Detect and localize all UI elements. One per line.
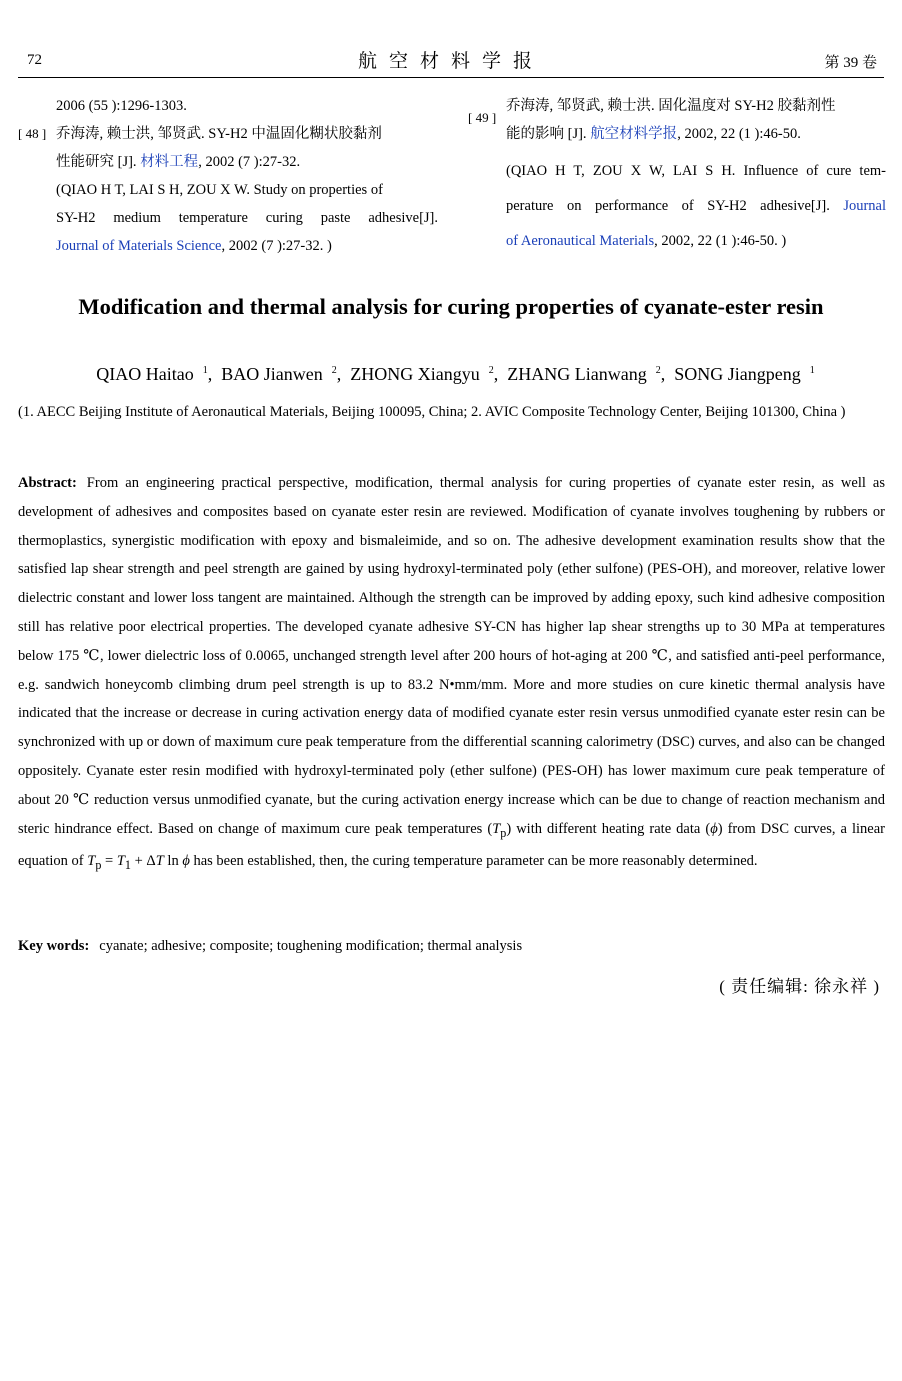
reference-48-line-2 xyxy=(18,148,438,176)
symbol-phi: ϕ xyxy=(710,820,718,837)
reference-49-en-pages: , 2002, 22 (1 ):46-50. ) xyxy=(654,233,787,249)
reference-49-tag: [ 49 ] xyxy=(468,110,497,125)
reference-48-cn-pages: , 2002 (7 ):27-32. xyxy=(198,154,301,170)
reference-48-cn-text: 乔海涛, 赖士洪, 邹贤武. SY-H2 中温固化糊状胶黏剂 xyxy=(56,126,382,142)
author-affiliation-mark: 1 xyxy=(202,365,208,376)
author-affiliation-mark: 1 xyxy=(809,365,815,376)
reference-48-en-pages: , 2002 (7 ):27-32. ) xyxy=(221,238,332,254)
author-affiliation-mark: 2 xyxy=(655,365,661,376)
author-name: ZHONG Xiangyu xyxy=(350,364,480,384)
eq-symbol-T-1: T xyxy=(116,853,125,870)
author-separator: , xyxy=(493,364,499,384)
eq-plus-delta: + Δ xyxy=(130,853,156,870)
author-list xyxy=(0,364,902,385)
eq-subscript-p: p xyxy=(95,858,102,873)
eq-symbol-T-p: T xyxy=(87,853,96,870)
author-name: SONG Jiangpeng xyxy=(674,364,801,384)
reference-48-line-1 xyxy=(18,120,438,148)
author-separator: , xyxy=(660,364,666,384)
author-separator: , xyxy=(336,364,342,384)
reference-49-line-4 xyxy=(468,189,886,224)
eq-subscript-1: 1 xyxy=(124,858,131,873)
reference-continuation: 2006 (55 ):1296-1303. xyxy=(56,98,187,114)
eq-equals: = xyxy=(101,853,117,870)
symbol-subscript-p: p xyxy=(500,825,507,840)
reference-48-cn-text-2: 性能研究 [J]. xyxy=(56,154,141,170)
author-affiliation-mark: 2 xyxy=(331,365,337,376)
author-separator: , xyxy=(207,364,213,384)
reference-48-cn-journal-link[interactable]: 材料工程 xyxy=(140,154,199,170)
keywords-text: cyanate; adhesive; composite; toughening modification; thermal analysis xyxy=(99,938,523,954)
reference-49-en-text: perature on performance of SY-H2 adhesive[J]. xyxy=(506,198,844,214)
abstract-label: Abstract: xyxy=(18,475,77,491)
affiliation: (1. AECC Beijing Institute of Aeronautical Materials, Beijing 100095, China; 2. AVIC Composite Technology Center, Beijing 101300, China ) xyxy=(18,404,846,420)
keywords xyxy=(18,932,885,960)
keywords-label: Key words: xyxy=(18,938,90,954)
reference-49-cn-text-2: 能的影响 [J]. xyxy=(506,126,591,142)
author-name: BAO Jianwen xyxy=(221,364,323,384)
reference-49-cn-pages: , 2002, 22 (1 ):46-50. xyxy=(677,126,801,142)
reference-48-line-5 xyxy=(18,232,438,260)
abstract-text-4: has been established, then, the curing temperature parameter can be more reasonably determined. xyxy=(193,853,758,870)
author-affiliation-mark: 2 xyxy=(488,365,494,376)
reference-48-line-4: SY-H2 medium temperature curing paste adhesive[J]. xyxy=(56,210,438,226)
eq-symbol-phi: ϕ xyxy=(182,853,190,870)
article-title: Modification and thermal analysis for curing properties of cyanate-ester resin xyxy=(78,294,824,319)
eq-ln: ln xyxy=(163,853,183,870)
references-left-column xyxy=(18,92,438,260)
reference-49-cn-journal-link[interactable]: 航空材料学报 xyxy=(590,126,678,142)
abstract xyxy=(18,469,885,880)
header-rule xyxy=(18,77,884,78)
author-name: QIAO Haitao xyxy=(96,364,194,384)
reference-48-en-journal-link[interactable]: Journal of Materials Science xyxy=(56,238,222,254)
author-name: ZHANG Lianwang xyxy=(507,364,647,384)
eq-symbol-T-delta: T xyxy=(155,853,164,870)
reference-49-line-3: (QIAO H T, ZOU X W, LAI S H. Influence of cure tem- xyxy=(506,163,886,179)
abstract-text-1: From an engineering practical perspective, modification, thermal analysis for curing properties of cyanate ester resin, as well as development of adhesives and composites based on cyanate ester resin are reviewed. Modification of cyanate involves toughening by rubbers or thermoplastics, synergistic modification with epoxy and bismaleimide, and so on. The adhesive development examination results show that the satisfied lap shear strength and peel strength are gained by using hydroxyl-terminated poly (ether sulfone) (PES-OH), and moreover, relative lower dielectric constant and lower loss tangent are maintained. Although the strength can be improved by adding epoxy, such kind adhesive composition still has relative poor electrical properties. The developed cyanate adhesive SY-CN has higher lap shear strengths up to 30 MPa at temperatures below 175 ℃, lower dielectric loss of 0.0065, unchanged strength level after 200 hours of hot-aging at 200 ℃, and satisfied anti-peel performance, e.g. sandwich honeycomb climbing drum peel strength is up to 83.2 N•mm/mm. More and more studies on cure kinetic thermal analysis have indicated that the increase or decrease in curing activation energy data of modified cyanate ester resin versus unmodified cyanate ester resin can be synchronized with up or down of maximum cure peak temperature from the differential scanning calorimetry (DSC) curves, and also can be changed oppositely. Cyanate ester resin modified with hydroxyl-terminated poly (ether sulfone) (PES-OH) has lower maximum cure peak temperature of about 20 ℃ reduction versus unmodified cyanate, but the curing activation energy increase which can be due to change of reaction mechanism and steric hindrance effect. Based on change of maximum cure peak temperatures ( xyxy=(18,475,885,837)
reference-49-line-1: 乔海涛, 邹贤武, 赖士洪. 固化温度对 SY-H2 胶黏剂性 xyxy=(506,98,836,114)
page-number: 72 xyxy=(27,52,42,68)
abstract-text-2: ) with different heating rate data ( xyxy=(506,820,711,837)
reference-49-line-5 xyxy=(468,224,886,259)
volume-label: 第 39 卷 xyxy=(824,55,877,71)
reference-49-en-journal-link-a[interactable]: Journal xyxy=(843,198,886,214)
symbol-T: T xyxy=(492,820,501,837)
reference-48-line-3: (QIAO H T, LAI S H, ZOU X W. Study on properties of xyxy=(56,182,383,198)
journal-title: 航空材料学报 xyxy=(357,51,544,72)
reference-48-tag: [ 48 ] xyxy=(18,126,47,141)
reference-49-line-2 xyxy=(468,120,886,148)
abstract-text-3: ) from DSC curves, a linear equation of xyxy=(18,820,886,870)
reference-49-en-journal-link-b[interactable]: of Aeronautical Materials xyxy=(506,233,655,249)
references-right-column xyxy=(468,92,886,259)
responsible-editor: ( 责任编辑: 徐永祥 ) xyxy=(719,977,880,996)
